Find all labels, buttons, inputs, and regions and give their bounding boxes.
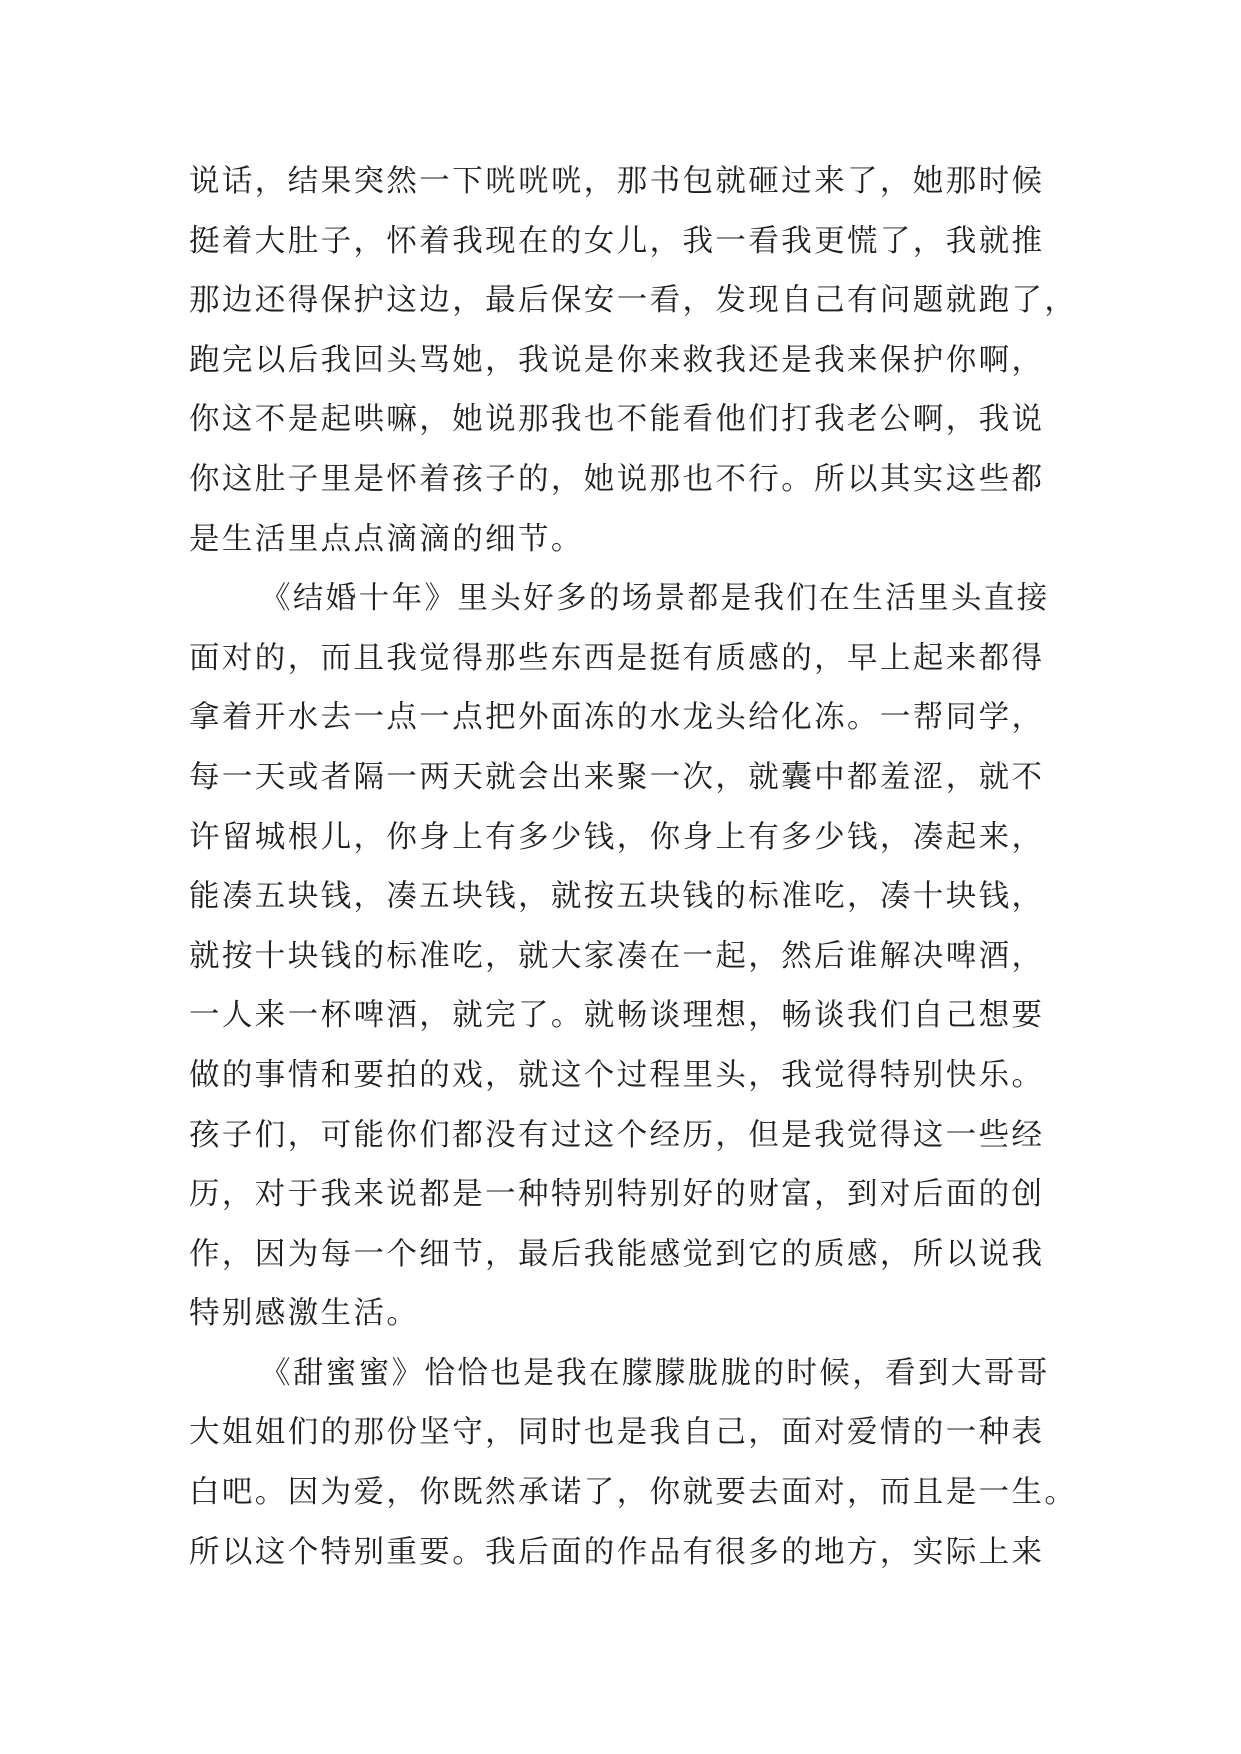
text-line: 做的事情和要拍的戏，就这个过程里头，我觉得特别快乐。 (189, 1057, 1045, 1093)
text-line: 是生活里点点滴滴的细节。 (189, 521, 584, 557)
text-line: 能凑五块钱，凑五块钱，就按五块钱的标准吃，凑十块钱， (189, 879, 1045, 915)
text-line: 白吧。因为爱，你既然承诺了，你就要去面对，而且是一生。 (189, 1475, 1078, 1511)
text-line: 《结婚十年》里头好多的场景都是我们在生活里头直接 (260, 581, 1050, 617)
paragraph (189, 569, 1049, 1344)
text-line: 一人来一杯啤酒，就完了。就畅谈理想，畅谈我们自己想要 (189, 998, 1045, 1034)
paragraph (189, 1344, 1078, 1582)
text-line: 大姐姐们的那份坚守，同时也是我自己，面对爱情的一种表 (189, 1415, 1045, 1451)
text-line: 挺着大肚子，怀着我现在的女儿，我一看我更慌了，我就推 (189, 223, 1045, 259)
text-line: 孩子们，可能你们都没有过这个经历，但是我觉得这一些经 (189, 1117, 1045, 1153)
text-line: 拿着开水去一点一点把外面冻的水龙头给化冻。一帮同学， (189, 700, 1045, 736)
text-line: 说话，结果突然一下咣咣咣，那书包就砸过来了，她那时候 (189, 164, 1045, 199)
text-line: 《甜蜜蜜》恰恰也是我在朦朦胧胧的时候，看到大哥哥 (260, 1355, 1050, 1391)
text-line: 作，因为每一个细节，最后我能感觉到它的质感，所以说我 (189, 1236, 1045, 1272)
paragraph (189, 152, 1078, 569)
text-line: 每一天或者隔一两天就会出来聚一次，就囊中都羞涩，就不 (189, 759, 1045, 795)
body-text (189, 152, 1078, 1582)
text-line: 所以这个特别重要。我后面的作品有很多的地方，实际上来 (189, 1534, 1045, 1570)
text-line: 特别感激生活。 (189, 1296, 420, 1332)
text-line: 你这不是起哄嘛，她说那我也不能看他们打我老公啊，我说 (189, 402, 1045, 438)
text-line: 那边还得保护这边，最后保安一看，发现自己有问题就跑了， (189, 283, 1078, 319)
text-line: 历，对于我来说都是一种特别特别好的财富，到对后面的创 (189, 1177, 1045, 1213)
text-line: 面对的，而且我觉得那些东西是挺有质感的，早上起来都得 (189, 640, 1045, 676)
text-line: 跑完以后我回头骂她，我说是你来救我还是我来保护你啊， (189, 342, 1045, 378)
text-line: 许留城根儿，你身上有多少钱，你身上有多少钱，凑起来， (189, 819, 1045, 855)
text-line: 你这肚子里是怀着孩子的，她说那也不行。所以其实这些都 (189, 461, 1045, 497)
text-line: 就按十块钱的标准吃，就大家凑在一起，然后谁解决啤酒， (189, 938, 1045, 974)
